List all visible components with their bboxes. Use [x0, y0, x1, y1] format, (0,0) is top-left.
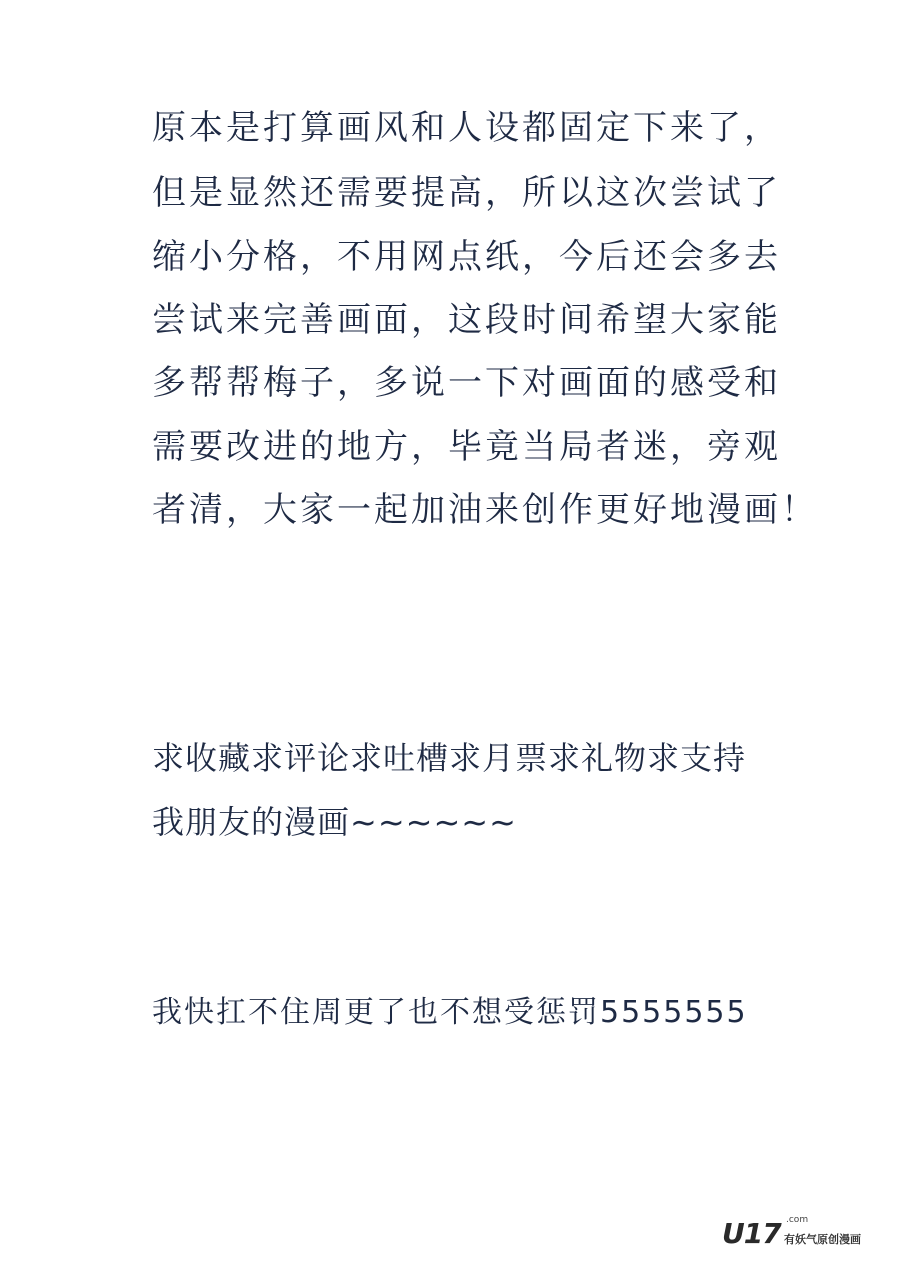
text-line: 求收藏求评论求吐槽求月票求礼物求支持 — [152, 739, 747, 777]
text-line: 我朋友的漫画~~~~~~ — [152, 803, 517, 841]
site-watermark — [722, 1213, 872, 1253]
text-line: 缩小分格，不用网点纸，今后还会多去 — [152, 237, 781, 277]
u17-logo: U17 — [722, 1217, 781, 1250]
text-line: 多帮帮梅子，多说一下对画面的感受和 — [152, 363, 781, 403]
watermark-domain: .com — [786, 1215, 809, 1225]
text-line: 尝试来完善画面，这段时间希望大家能 — [152, 300, 781, 340]
text-line: 我快扛不住周更了也不想受惩罚5555555 — [152, 995, 748, 1030]
text-line: 需要改进的地方，毕竟当局者迷，旁观 — [152, 427, 781, 467]
text-line: 但是显然还需要提高，所以这次尝试了 — [152, 173, 781, 213]
text-line: 原本是打算画风和人设都固定下来了， — [152, 108, 781, 148]
text-line: 者清，大家一起加油来创作更好地漫画！ — [152, 490, 818, 530]
watermark-tagline: 有妖气原创漫画 — [784, 1233, 861, 1246]
